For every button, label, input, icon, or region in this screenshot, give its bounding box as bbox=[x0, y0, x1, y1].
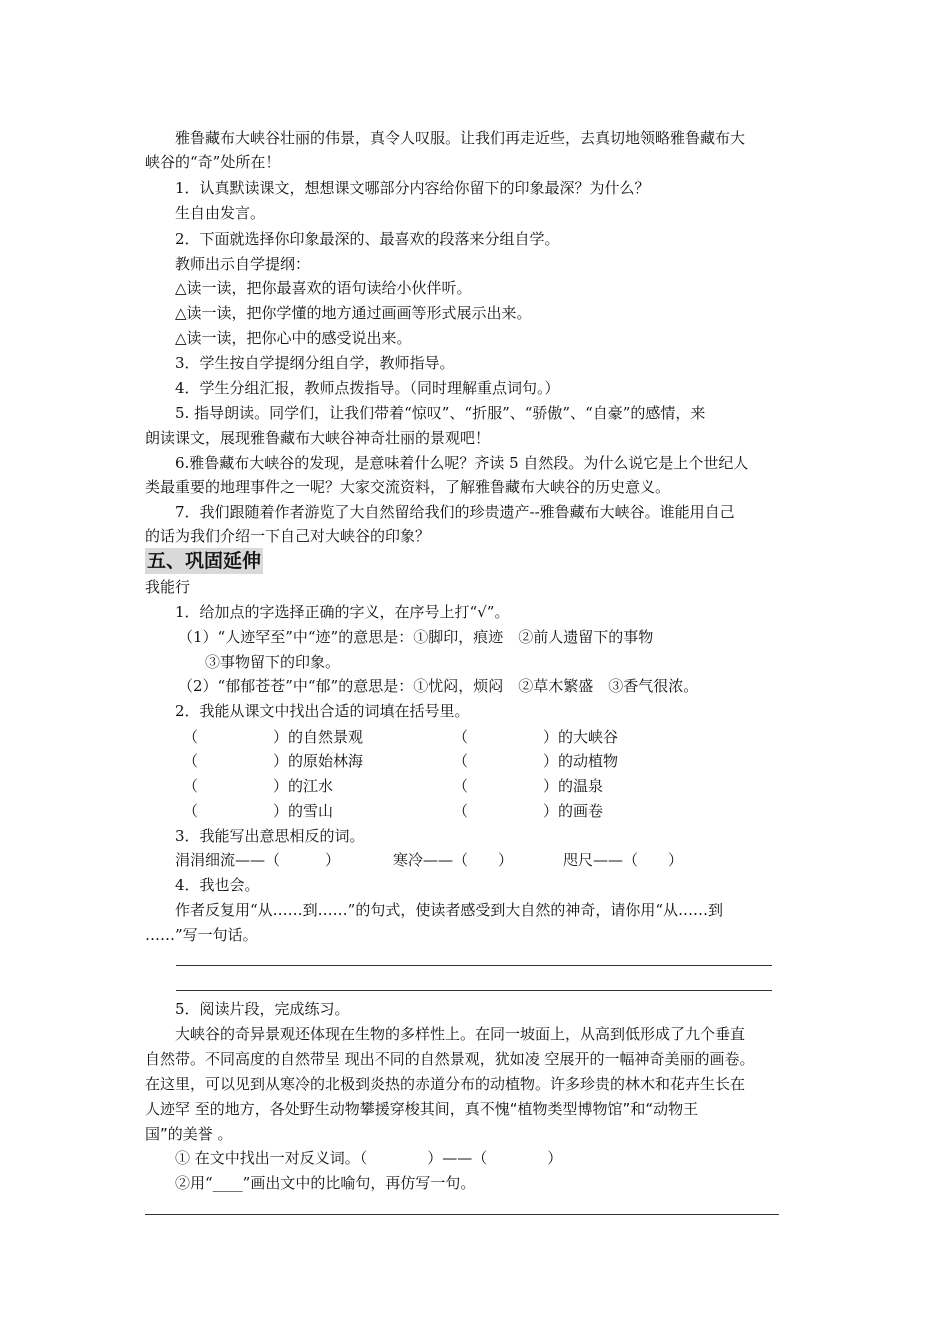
step-7-line-1: 7．我们跟随着作者游览了大自然留给我们的珍贵遗产--雅鲁藏布大峡谷。谁能用自己 bbox=[175, 503, 735, 521]
q4-line-1: 作者反复用“从……到……”的句式，使读者感受到大自然的神奇，请你用“从……到 bbox=[175, 901, 724, 919]
step-2-outline: 教师出示自学提纲： bbox=[175, 255, 311, 273]
step-5-line-1: 5. 指导朗读。同学们，让我们带着“惊叹”、“折服”、“骄傲”、“自豪”的感情，来 bbox=[175, 404, 706, 422]
step-6-line-2: 类最重要的地理事件之一呢？大家交流资料，了解雅鲁藏布大峡谷的历史意义。 bbox=[145, 478, 671, 496]
intro-line-1: 雅鲁藏布大峡谷壮丽的伟景，真令人叹服。让我们再走近些，去真切地领略雅鲁藏布大 bbox=[175, 129, 746, 147]
passage-line-3: 在这里，可以见到从寒冷的北极到炎热的赤道分布的动植物。许多珍贵的林木和花卉生长在 bbox=[145, 1075, 746, 1093]
step-2: 2．下面就选择你印象最深的、最喜欢的段落来分组自学。 bbox=[175, 230, 560, 248]
passage-line-1: 大峡谷的奇异景观还体现在生物的多样性上。在同一坡面上，从高到低形成了九个垂直 bbox=[175, 1025, 746, 1043]
q1-option-2: （2）“郁郁苍苍”中“郁”的意思是：①忧闷，烦闷 ②草木繁盛 ③香气很浓。 bbox=[178, 677, 699, 695]
section-title: 五、巩固延伸 bbox=[147, 550, 262, 572]
q2-title: 2．我能从课文中找出合适的词填在括号里。 bbox=[175, 702, 470, 720]
q2-blank: （ ）的大峡谷 bbox=[453, 728, 619, 746]
step-6-line-1: 6.雅鲁藏布大峡谷的发现，是意味着什么呢？齐读 5 自然段。为什么说它是上个世纪人 bbox=[175, 454, 749, 472]
q2-blank: （ ）的原始林海 bbox=[183, 752, 364, 770]
q4-title: 4．我也会。 bbox=[175, 876, 260, 894]
q2-blank: （ ）的自然景观 bbox=[183, 728, 364, 746]
q3-item: 寒冷——（ ） bbox=[393, 851, 514, 869]
q3-item: 涓涓细流——（ ） bbox=[175, 851, 341, 869]
step-7-line-2: 的话为我们介绍一下自己对大峡谷的印象？ bbox=[145, 527, 431, 545]
q1-option-1-cont: ③事物留下的印象。 bbox=[205, 653, 341, 671]
intro-line-2: 峡谷的“奇”处所在！ bbox=[145, 153, 281, 171]
q3-item: 咫尺——（ ） bbox=[563, 851, 684, 869]
q1-option-1: （1）“人迹罕至”中“迹”的意思是：①脚印，痕迹 ②前人遗留下的事物 bbox=[178, 628, 654, 646]
q2-blank: （ ）的温泉 bbox=[453, 777, 604, 795]
section-subtitle: 我能行 bbox=[145, 578, 191, 596]
outline-item-2: △读一读，把你学懂的地方通过画画等形式展示出来。 bbox=[175, 304, 532, 322]
q5-sub-1: ① 在文中找出一对反义词。（ ）——（ ） bbox=[175, 1149, 563, 1167]
q5-title: 5．阅读片段，完成练习。 bbox=[175, 1000, 350, 1018]
passage-line-5: 国”的美誉 。 bbox=[145, 1125, 233, 1143]
outline-item-3: △读一读，把你心中的感受说出来。 bbox=[175, 329, 412, 347]
q4-line-2: ……”写一句话。 bbox=[145, 926, 258, 944]
step-4: 4．学生分组汇报，教师点拨指导。（同时理解重点词句。） bbox=[175, 379, 560, 397]
answer-line bbox=[145, 1214, 779, 1215]
q2-blank: （ ）的动植物 bbox=[453, 752, 619, 770]
q2-blank: （ ）的雪山 bbox=[183, 802, 334, 820]
step-1: 1．认真默读课文，想想课文哪部分内容给你留下的印象最深？为什么？ bbox=[175, 179, 650, 197]
q1-title: 1．给加点的字选择正确的字义，在序号上打“√”。 bbox=[175, 603, 510, 621]
q2-blank: （ ）的画卷 bbox=[453, 802, 604, 820]
passage-line-2: 自然带。不同高度的自然带呈 现出不同的自然景观，犹如凌 空展开的一幅神奇美丽的画卷。 bbox=[145, 1050, 755, 1068]
step-5-line-2: 朗读课文，展现雅鲁藏布大峡谷神奇壮丽的景观吧！ bbox=[145, 429, 491, 447]
outline-item-1: △读一读，把你最喜欢的语句读给小伙伴听。 bbox=[175, 279, 472, 297]
answer-line bbox=[176, 990, 772, 991]
q3-title: 3．我能写出意思相反的词。 bbox=[175, 827, 365, 845]
q5-sub-2: ②用“____”画出文中的比喻句，再仿写一句。 bbox=[175, 1174, 476, 1192]
step-1-answer: 生自由发言。 bbox=[175, 204, 266, 222]
passage-line-4: 人迹罕 至的地方，各处野生动物攀援穿梭其间，真不愧“植物类型博物馆”和“动物王 bbox=[145, 1100, 699, 1118]
answer-line bbox=[176, 965, 772, 966]
q2-blank: （ ）的江水 bbox=[183, 777, 334, 795]
step-3: 3．学生按自学提纲分组自学，教师指导。 bbox=[175, 354, 455, 372]
